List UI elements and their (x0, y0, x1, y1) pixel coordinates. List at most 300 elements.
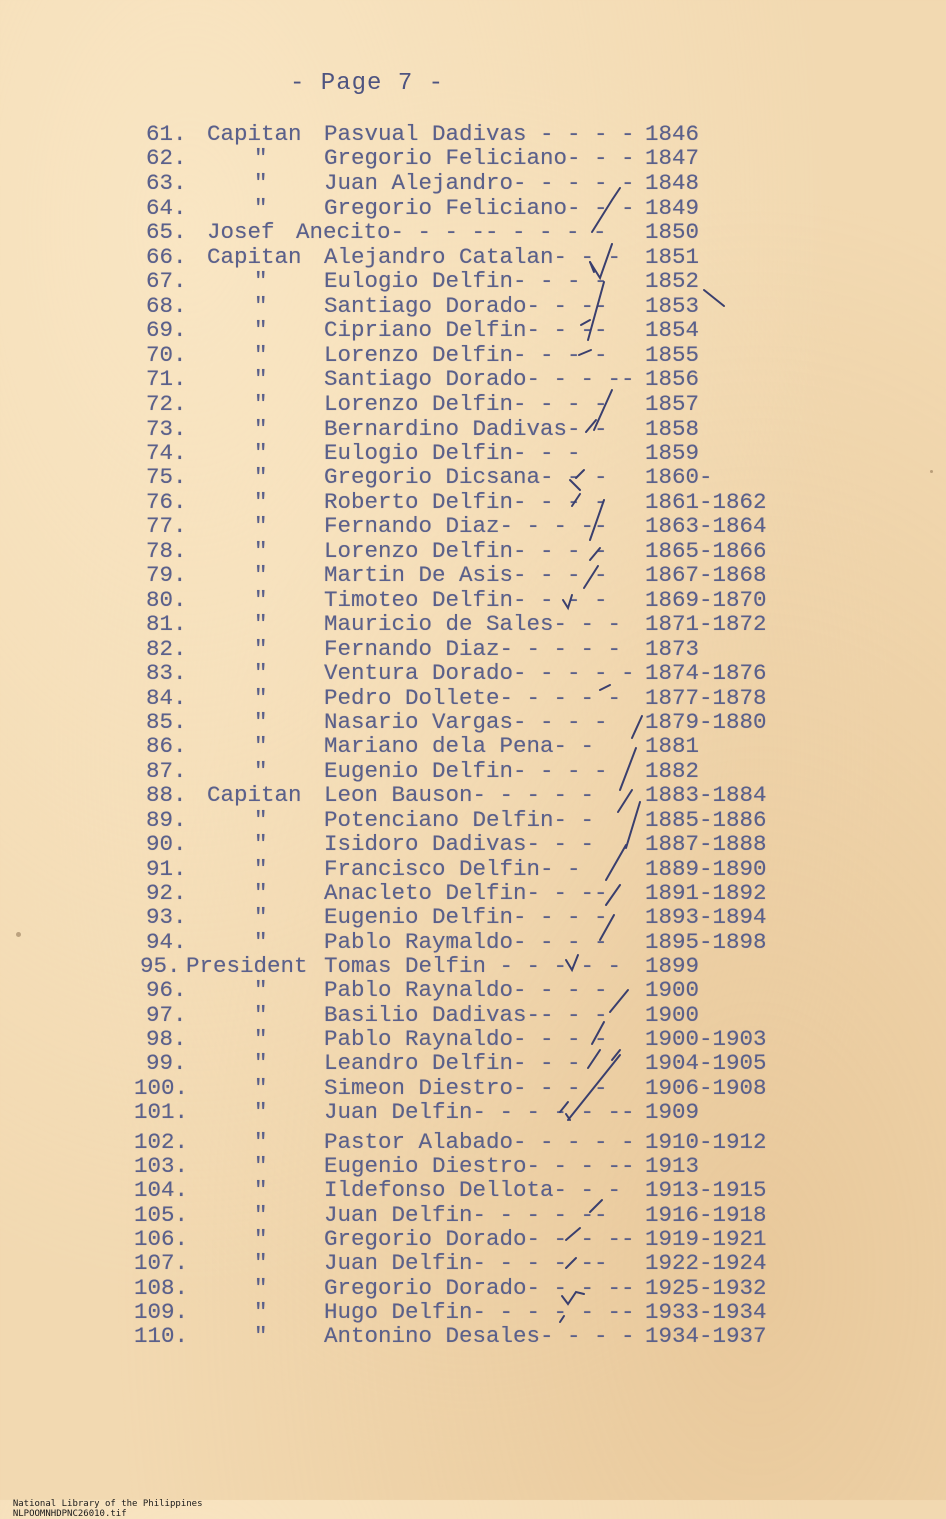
entry-name: Eulogio Delfin- (324, 268, 527, 294)
entry-number: 93. (146, 904, 187, 930)
entry-name-line (324, 881, 608, 905)
entry-years: 1933-1934 (645, 1299, 767, 1325)
entry-years: 1916-1918 (645, 1202, 767, 1228)
entry-name-line (324, 1100, 635, 1124)
entry-name-line (324, 857, 581, 881)
entry-years: 1889-1890 (645, 856, 767, 882)
entry-number: 82. (146, 636, 187, 662)
entry-title: " (254, 293, 268, 319)
entry-leader-dashes: - - (580, 145, 635, 171)
entry-years: 1874-1876 (645, 660, 767, 686)
entry-number: 109. (134, 1299, 189, 1325)
entry-number: 98. (146, 1026, 187, 1052)
entry-years: 1858 (645, 416, 700, 442)
entry-title: " (254, 464, 268, 490)
entry-title: " (254, 733, 268, 759)
entry-title: " (254, 391, 268, 417)
entry-title: " (254, 807, 268, 833)
entry-years: 1877-1878 (645, 685, 767, 711)
entry-name: Juan Alejandro- (324, 170, 527, 196)
entry-name: Eugenio Delfin- (324, 758, 527, 784)
entry-name-line (324, 1300, 635, 1324)
entry-name: Isidoro Dadivas- (324, 831, 541, 857)
entry-name-line (324, 122, 635, 146)
entry-name-line (324, 783, 594, 807)
entry-number: 74. (146, 440, 187, 466)
entry-leader-dashes: - - - -- (486, 1202, 608, 1228)
entry-name: Mariano dela Pena- (324, 733, 568, 759)
entry-years: 1865-1866 (645, 538, 767, 564)
entry-name: Alejandro Catalan- (324, 244, 568, 270)
entry-name: Eugenio Delfin- (324, 904, 527, 930)
entry-number: 72. (146, 391, 187, 417)
entry-number: 66. (146, 244, 187, 270)
entry-number: 89. (146, 807, 187, 833)
entry-years: 1900 (645, 977, 700, 1003)
entry-name: Fernando Diaz- (324, 636, 514, 662)
entry-years: 1857 (645, 391, 700, 417)
entry-years: 1904-1905 (645, 1050, 767, 1076)
entry-name: Santiago Dorado- (324, 366, 541, 392)
entry-title: " (254, 440, 268, 466)
entry-name-line (324, 171, 635, 195)
entry-years: 1861-1862 (645, 489, 767, 515)
entry-number: 85. (146, 709, 187, 735)
entry-years: 1871-1872 (645, 611, 767, 637)
entry-years: 1882 (645, 758, 700, 784)
entry-leader-dashes: - (567, 807, 595, 833)
entry-name: Anecito- (296, 219, 405, 245)
entry-number: 103. (134, 1153, 189, 1179)
entry-name-line (324, 392, 608, 416)
entry-name: Francisco Delfin- (324, 856, 554, 882)
file-name-label: NLPOOMNHDPNC26010.tif (12, 1509, 127, 1519)
entry-title: Capitan (207, 121, 302, 147)
entry-number: 96. (146, 977, 187, 1003)
entry-title: " (254, 416, 268, 442)
entry-years: 1848 (645, 170, 700, 196)
entry-name: Santiago Dorado- (324, 293, 541, 319)
paper-speck (16, 932, 21, 937)
entry-number: 68. (146, 293, 187, 319)
entry-name: Antonino Desales- (324, 1323, 554, 1349)
entry-name: Gregorio Dorado- (324, 1275, 541, 1301)
entry-leader-dashes: - - -- (540, 366, 635, 392)
entry-name-line (324, 196, 635, 220)
entry-leader-dashes: - - -- (540, 1153, 635, 1179)
entry-number: 79. (146, 562, 187, 588)
entry-name-line (324, 905, 608, 929)
entry-years: 1869-1870 (645, 587, 767, 613)
entry-name: Potenciano Delfin- (324, 807, 568, 833)
entry-title: " (254, 587, 268, 613)
entry-leader-dashes: - - - (526, 758, 608, 784)
entry-years: 1853 (645, 293, 700, 319)
entry-number: 84. (146, 685, 187, 711)
entry-title: " (254, 1250, 268, 1276)
entry-leader-dashes: - - - - (513, 685, 622, 711)
entry-title: " (254, 1202, 268, 1228)
entry-number: 110. (134, 1323, 189, 1349)
entry-title: " (254, 538, 268, 564)
entry-name-line (324, 367, 635, 391)
entry-number: 67. (146, 268, 187, 294)
entry-title: " (254, 1099, 268, 1125)
entry-years: 1900 (645, 1002, 700, 1028)
entry-title: " (254, 268, 268, 294)
entry-leader-dashes: - - (567, 1177, 622, 1203)
entry-name: Cipriano Delfin- (324, 317, 541, 343)
entry-leader-dashes: - - - - (526, 1129, 635, 1155)
entry-name-line (324, 612, 621, 636)
entry-name: Bernardino Dadivas- (324, 416, 581, 442)
entry-years: 1856 (645, 366, 700, 392)
entry-leader-dashes: - - - (526, 342, 608, 368)
entry-number: 75. (146, 464, 187, 490)
entry-name: Simeon Diestro- (324, 1075, 527, 1101)
entry-name: Roberto Delfin- (324, 489, 527, 515)
entry-title: " (254, 977, 268, 1003)
entry-name-line (324, 1051, 581, 1075)
entry-years: 1893-1894 (645, 904, 767, 930)
entry-leader-dashes: - - - (526, 268, 608, 294)
entry-name: Gregorio Dicsana- (324, 464, 554, 490)
entry-number: 100. (134, 1075, 189, 1101)
entry-number: 88. (146, 782, 187, 808)
entry-title: " (254, 856, 268, 882)
entry-years: 1934-1937 (645, 1323, 767, 1349)
entry-title: " (254, 1050, 268, 1076)
entry-number: 87. (146, 758, 187, 784)
entry-number: 80. (146, 587, 187, 613)
entry-leader-dashes: - - - - -- (486, 1299, 635, 1325)
entry-number: 83. (146, 660, 187, 686)
entry-number: 77. (146, 513, 187, 539)
entry-name-line (324, 661, 635, 685)
entry-name: Leandro Delfin- (324, 1050, 527, 1076)
entry-title: President (186, 953, 308, 979)
entry-leader-dashes: - - - (526, 587, 608, 613)
entry-years: 1881 (645, 733, 700, 759)
entry-name-line (324, 1276, 635, 1300)
entry-years: 1847 (645, 145, 700, 171)
entry-title: " (254, 1275, 268, 1301)
entry-leader-dashes: - (580, 416, 608, 442)
entry-number: 62. (146, 145, 187, 171)
entry-years: 1899 (645, 953, 700, 979)
entry-years: 1879-1880 (645, 709, 767, 735)
entry-number: 104. (134, 1177, 189, 1203)
entry-name-line (324, 1003, 608, 1027)
entry-leader-dashes: - - (580, 195, 635, 221)
entry-number: 99. (146, 1050, 187, 1076)
entry-leader-dashes: - - (526, 1050, 581, 1076)
entry-leader-dashes: - - - (526, 489, 608, 515)
entry-leader-dashes: - - - - (513, 636, 622, 662)
entry-name-line (324, 465, 608, 489)
entry-years: 1895-1898 (645, 929, 767, 955)
entry-name: Ildefonso Dellota- (324, 1177, 568, 1203)
entry-leader-dashes: - - -- (540, 1226, 635, 1252)
entry-leader-dashes: - - (553, 1002, 608, 1028)
entry-title: " (254, 880, 268, 906)
entry-title: Capitan (207, 244, 302, 270)
entry-leader-dashes: - - -- - - - - (404, 219, 607, 245)
entry-name: Lorenzo Delfin- (324, 342, 527, 368)
entry-years: 1850 (645, 219, 700, 245)
entry-years: 1863-1864 (645, 513, 767, 539)
entry-title: " (254, 1323, 268, 1349)
entry-name: Lorenzo Delfin- (324, 391, 527, 417)
entry-name: Martin De Asis- (324, 562, 527, 588)
entry-years: 1906-1908 (645, 1075, 767, 1101)
entry-leader-dashes: - - - - (486, 782, 595, 808)
entry-name: Ventura Dorado- (324, 660, 527, 686)
entry-name-line (324, 318, 608, 342)
entry-name: Pasvual Dadivas (324, 121, 527, 147)
entry-title: " (254, 929, 268, 955)
entry-leader-dashes: - (553, 856, 581, 882)
entry-years: 1913 (645, 1153, 700, 1179)
entry-name-line (324, 514, 608, 538)
entry-leader-dashes: - - -- (540, 1275, 635, 1301)
entry-leader-dashes: - - -- (513, 513, 608, 539)
entry-title: " (254, 195, 268, 221)
entry-number: 81. (146, 611, 187, 637)
entry-leader-dashes: - - - - (526, 170, 635, 196)
entry-name: Pastor Alabado- (324, 1129, 527, 1155)
entry-title: " (254, 1177, 268, 1203)
entry-name: Fernando Diaz- (324, 513, 514, 539)
entry-years: 1883-1884 (645, 782, 767, 808)
entry-name-line (324, 146, 635, 170)
entry-number: 108. (134, 1275, 189, 1301)
entry-name-line (324, 539, 608, 563)
entry-name-line (324, 759, 608, 783)
entry-number: 90. (146, 831, 187, 857)
entry-title: " (254, 489, 268, 515)
entry-years: 1887-1888 (645, 831, 767, 857)
entry-number: 64. (146, 195, 187, 221)
entry-title: " (254, 342, 268, 368)
entry-number: 102. (134, 1129, 189, 1155)
entry-name-line (324, 563, 608, 587)
entry-title: " (254, 758, 268, 784)
entry-leader-dashes: - - - (526, 562, 608, 588)
entry-leader-dashes: - - - (526, 1075, 608, 1101)
entry-name: Pedro Dollete- (324, 685, 514, 711)
entry-number: 86. (146, 733, 187, 759)
archive-footer (2, 1489, 231, 1519)
entry-name: Leon Bauson- (324, 782, 487, 808)
entry-name-line (324, 441, 581, 465)
entry-name: Nasario Vargas- (324, 709, 527, 735)
entry-name-line (324, 1178, 621, 1202)
entry-years: 1860- (645, 464, 713, 490)
page-title: - Page 7 - (290, 70, 445, 97)
library-label: National Library of the Philippines (12, 1499, 203, 1509)
entry-title: " (254, 513, 268, 539)
entry-name-line (324, 1076, 608, 1100)
entry-name-line (324, 1130, 635, 1154)
entry-name: Mauricio de Sales- (324, 611, 568, 637)
entry-name-line (296, 220, 607, 244)
entry-name: Tomas Delfin (324, 953, 487, 979)
entry-leader-dashes: - - - - -- (486, 1099, 635, 1125)
entry-leader-dashes: - - (553, 464, 608, 490)
entry-title: " (254, 1026, 268, 1052)
entry-name: Timoteo Delfin- (324, 587, 527, 613)
entry-years: 1922-1924 (645, 1250, 767, 1276)
entry-years: 1925-1932 (645, 1275, 767, 1301)
entry-name: Anacleto Delfin- (324, 880, 541, 906)
entry-leader-dashes: - -- (540, 880, 608, 906)
entry-name-line (324, 832, 594, 856)
entry-leader-dashes: - - - (526, 904, 608, 930)
entry-name: Basilio Dadivas-- (324, 1002, 554, 1028)
entry-name: Hugo Delfin- (324, 1299, 487, 1325)
entry-title: Capitan (207, 782, 302, 808)
entry-name-line (324, 734, 594, 758)
entry-leader-dashes: - (567, 733, 595, 759)
entry-name-line (324, 1154, 635, 1178)
entry-name-line (324, 710, 608, 734)
entry-years: 1910-1912 (645, 1129, 767, 1155)
entry-leader-dashes: - - - (526, 391, 608, 417)
entry-years: 1885-1886 (645, 807, 767, 833)
entry-name-line (324, 1203, 608, 1227)
entry-name: Eulogio Delfin- (324, 440, 527, 466)
entry-number: 91. (146, 856, 187, 882)
entry-number: 61. (146, 121, 187, 147)
entry-leader-dashes: - -- (540, 317, 608, 343)
entry-title: " (254, 611, 268, 637)
entry-name-line (324, 808, 594, 832)
entry-name: Juan Delfin- (324, 1250, 487, 1276)
entry-leader-dashes: - - (540, 831, 595, 857)
entry-number: 92. (146, 880, 187, 906)
entry-title: " (254, 562, 268, 588)
entry-number: 63. (146, 170, 187, 196)
entry-number: 71. (146, 366, 187, 392)
entry-title: " (254, 170, 268, 196)
entry-name-line (324, 245, 621, 269)
entry-title: " (254, 1299, 268, 1325)
entry-title: " (254, 1002, 268, 1028)
entry-years: 1891-1892 (645, 880, 767, 906)
entry-title: " (254, 831, 268, 857)
entry-title: " (254, 145, 268, 171)
entry-name-line (324, 588, 608, 612)
entry-name-line (324, 954, 621, 978)
entry-name-line (324, 686, 621, 710)
entry-name: Pablo Raynaldo- (324, 1026, 527, 1052)
entry-name-line (324, 294, 608, 318)
entry-number: 105. (134, 1202, 189, 1228)
entry-number: 101. (134, 1099, 189, 1125)
entry-years: 1849 (645, 195, 700, 221)
entry-number: 65. (146, 219, 187, 245)
entry-name-line (324, 1251, 608, 1275)
entry-title: " (254, 709, 268, 735)
paper-speck (930, 470, 933, 473)
entry-years: 1851 (645, 244, 700, 270)
entry-name-line (324, 1227, 635, 1251)
entry-name: Pablo Raymaldo- (324, 929, 527, 955)
entry-name-line (324, 417, 608, 441)
entry-title: " (254, 1129, 268, 1155)
entry-name: Pablo Raynaldo- (324, 977, 527, 1003)
entry-years: 1854 (645, 317, 700, 343)
entry-name-line (324, 1027, 608, 1051)
entry-leader-dashes: - - - (526, 1026, 608, 1052)
entry-name-line (324, 637, 621, 661)
entry-title: " (254, 317, 268, 343)
entry-years: 1919-1921 (645, 1226, 767, 1252)
entry-number: 94. (146, 929, 187, 955)
entry-years: 1913-1915 (645, 1177, 767, 1203)
entry-years: 1855 (645, 342, 700, 368)
entry-leader-dashes: - - - (526, 977, 608, 1003)
entry-years: 1867-1868 (645, 562, 767, 588)
entry-name-line (324, 978, 608, 1002)
entry-title: " (254, 904, 268, 930)
entry-name: Lorenzo Delfin- (324, 538, 527, 564)
entry-name: Gregorio Feliciano- (324, 195, 581, 221)
entry-number: 69. (146, 317, 187, 343)
entry-number: 70. (146, 342, 187, 368)
entry-name: Juan Delfin- (324, 1099, 487, 1125)
entry-leader-dashes: - - - -- (486, 1250, 608, 1276)
entry-leader-dashes: - - - (526, 709, 608, 735)
entry-name: Eugenio Diestro- (324, 1153, 541, 1179)
entry-name-line (324, 1324, 635, 1348)
entry-name: Gregorio Dorado- (324, 1226, 541, 1252)
entry-leader-dashes: - - (526, 440, 581, 466)
entry-leader-dashes: - - - - - (486, 953, 622, 979)
entry-number: 107. (134, 1250, 189, 1276)
entry-name-line (324, 490, 608, 514)
entry-name-line (324, 343, 608, 367)
entry-leader-dashes: - - - (553, 1323, 635, 1349)
entry-title: " (254, 660, 268, 686)
entry-title: " (254, 1075, 268, 1101)
entry-years: 1852 (645, 268, 700, 294)
entry-title: " (254, 1226, 268, 1252)
entry-title: " (254, 685, 268, 711)
entry-years: 1909 (645, 1099, 700, 1125)
entry-years: 1859 (645, 440, 700, 466)
entry-years: 1846 (645, 121, 700, 147)
entry-name-line (324, 269, 608, 293)
entry-number: 76. (146, 489, 187, 515)
entry-name: Juan Delfin- (324, 1202, 487, 1228)
entry-leader-dashes: - - - - (526, 660, 635, 686)
entry-leader-dashes: - - - - (526, 121, 635, 147)
entry-leader-dashes: - -- (540, 293, 608, 319)
entry-number: 73. (146, 416, 187, 442)
entry-number: 78. (146, 538, 187, 564)
entry-title: " (254, 366, 268, 392)
entry-number: 97. (146, 1002, 187, 1028)
entry-name: Gregorio Feliciano- (324, 145, 581, 171)
entry-name-line (324, 930, 608, 954)
entry-number: 106. (134, 1226, 189, 1252)
entry-leader-dashes: - - (567, 244, 622, 270)
entry-leader-dashes: - - - (526, 929, 608, 955)
entry-leader-dashes: - - (567, 611, 622, 637)
entry-title: " (254, 636, 268, 662)
